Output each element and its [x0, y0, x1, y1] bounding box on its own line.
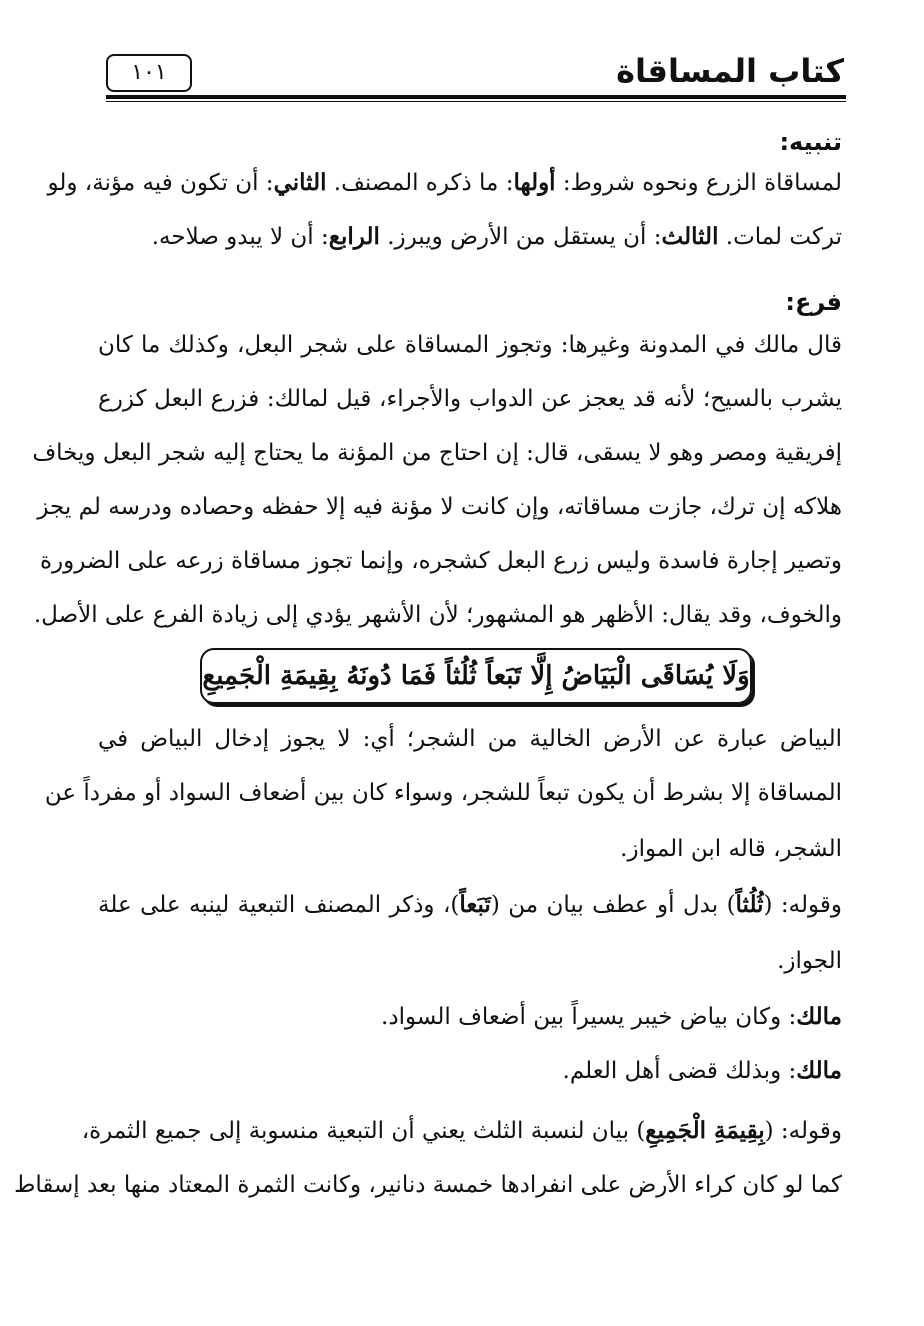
far-line: إفريقية ومصر وهو لا يسقى، قال: إن احتاج من المؤنة ما يحتاج إليه شجر البعل ويخاف — [32, 440, 842, 466]
tanbih-line-2 — [98, 218, 842, 256]
text: : ما ذكره المصنف. — [326, 170, 514, 196]
tanbih-heading: تنبيه: — [779, 128, 842, 156]
text: لمساقاة الزرع ونحوه شروط: — [555, 170, 842, 196]
sharh-line: الشجر، قاله ابن المواز. — [620, 836, 842, 862]
far-line: يشرب بالسيح؛ لأنه قد يعجز عن الدواب والأجراء، قيل لمالك: فزرع البعل كزرع — [98, 386, 842, 412]
text: )، وذكر المصنف التبعية لينبه على علة — [98, 892, 460, 918]
text: : وكان بياض خيبر يسيراً بين أضعاف السواد. — [381, 1004, 797, 1030]
header-rule-thin — [106, 101, 846, 102]
text: ) بيان لنسبة الثلث يعني أن التبعية منسوبة إلى جميع الثمرة، — [81, 1118, 646, 1144]
sharh-line: كما لو كان كراء الأرض على انفرادها خمسة دنانير، وكانت الثمرة المعتاد منها بعد إسقاط — [14, 1172, 842, 1198]
bold-term: الرابع — [328, 223, 380, 250]
text: تركت لمات. — [718, 224, 842, 250]
far-heading: فرع: — [785, 288, 842, 316]
bold-term: الثالث — [661, 223, 719, 250]
text: ) بدل أو عطف بيان من ( — [490, 892, 736, 918]
bold-term: أولها — [513, 169, 556, 196]
text: : أن تكون فيه مؤنة، ولو — [47, 170, 274, 196]
chapter-title: كتاب المساقاة — [616, 52, 844, 90]
quoted-term: بِقِيمَةِ الْجَمِيعِ — [645, 1117, 765, 1144]
malik-label: مالك — [796, 1057, 842, 1084]
sharh-line — [98, 886, 842, 924]
bold-term: الثاني — [273, 169, 327, 196]
sharh-line: المساقاة إلا بشرط أن يكون تبعاً للشجر، وسواء كان بين أضعاف السواد أو مفرداً عن — [44, 780, 842, 806]
page-number: ١٠١ — [106, 54, 192, 92]
far-line: قال مالك في المدونة وغيرها: وتجوز المساقاة على شجر البعل، وكذلك ما كان — [98, 332, 842, 358]
header-rule — [106, 95, 846, 99]
sharh-line: الجواز. — [777, 948, 842, 974]
sharh-line — [81, 1112, 842, 1150]
malik-quote-1 — [98, 998, 842, 1036]
far-line: والخوف، وقد يقال: الأظهر هو المشهور؛ لأن الأشهر يؤدي إلى زيادة الفرع على الأصل. — [33, 602, 842, 628]
text: : أن يستقل من الأرض ويبرز. — [379, 224, 662, 250]
quoted-term: تَبَعاً — [459, 891, 491, 918]
text: وقوله: ( — [763, 892, 842, 918]
text: : أن لا يبدو صلاحه. — [151, 224, 329, 250]
matn-quote-box: وَلَا يُسَاقَى الْبَيَاضُ إِلَّا تَبَعاً ثُلُثاً فَمَا دُونَهُ بِقِيمَةِ الْجَمِيعِ — [200, 648, 752, 704]
text: : وبذلك قضى أهل العلم. — [562, 1058, 797, 1084]
tanbih-line-1 — [47, 164, 842, 202]
sharh-line: البياض عبارة عن الأرض الخالية من الشجر؛ أي: لا يجوز إدخال البياض في — [98, 726, 842, 752]
far-line: وتصير إجارة فاسدة وليس زرع البعل كشجره، وإنما تجوز مساقاة زرعه على الضرورة — [39, 548, 842, 574]
malik-label: مالك — [796, 1003, 842, 1030]
far-line: هلاكه إن ترك، جازت مساقاته، وإن كانت لا مؤنة فيه إلا حفظه وحصاده ودرسه لم يجز — [37, 494, 842, 520]
text: وقوله: ( — [764, 1118, 842, 1144]
quoted-term: ثُلُثاً — [735, 891, 764, 918]
malik-quote-2 — [98, 1052, 842, 1090]
